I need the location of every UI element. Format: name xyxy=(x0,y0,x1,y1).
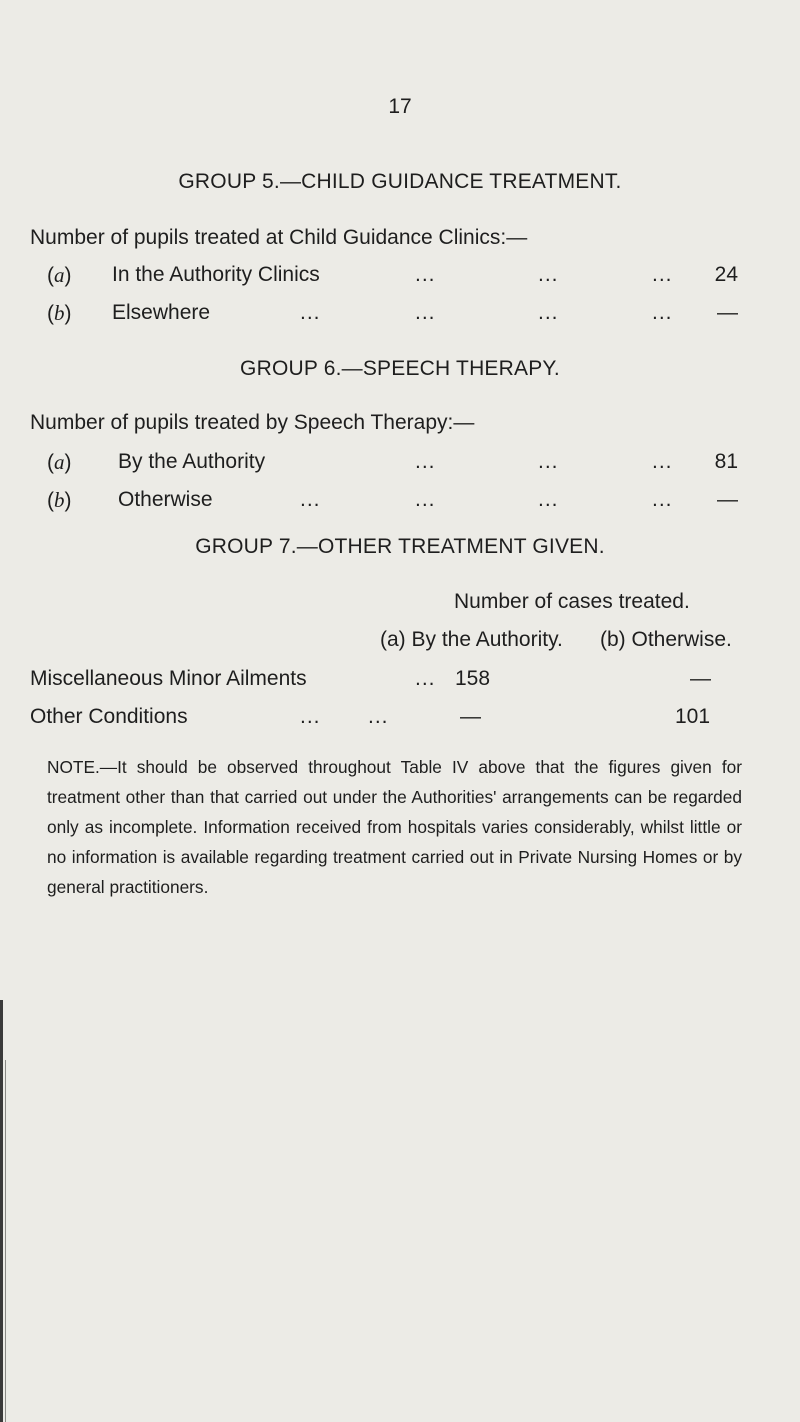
leader-dots: ... xyxy=(538,488,559,511)
row-value: — xyxy=(717,488,738,511)
group7-col-a: (a) By the Authority. xyxy=(380,628,563,651)
row-value: 24 xyxy=(714,263,738,286)
group6-heading: GROUP 6.—SPEECH THERAPY. xyxy=(240,357,560,380)
leader-dots: ... xyxy=(415,301,436,324)
leader-dots: ... xyxy=(415,667,436,690)
group7-column-header: Number of cases treated. xyxy=(454,590,690,613)
row-label: In the Authority Clinics xyxy=(112,263,320,286)
scan-edge-shadow xyxy=(0,1000,3,1422)
row-label: Other Conditions xyxy=(30,705,188,728)
leader-dots: ... xyxy=(415,263,436,286)
note-paragraph: NOTE.—It should be observed throughout Table IV above that the figures given for treatment other than that carried out under the Authorities' arrangements can be regarded only as incomplete. Information received from hospitals varies considerably, whilst little or no information is available regarding treatment carried out in Private Nursing Homes or by general practitioners. xyxy=(47,757,742,897)
group7-col-b: (b) Otherwise. xyxy=(600,628,732,651)
row-marker: (b) xyxy=(47,301,72,325)
row-value: — xyxy=(717,301,738,324)
leader-dots: ... xyxy=(652,301,673,324)
row-label: Elsewhere xyxy=(112,301,211,324)
group5-heading: GROUP 5.—CHILD GUIDANCE TREATMENT. xyxy=(178,170,622,193)
value-a: — xyxy=(460,705,481,728)
leader-dots: ... xyxy=(415,488,436,511)
leader-dots: ... xyxy=(300,705,321,728)
row-label: Miscellaneous Minor Ailments xyxy=(30,667,307,690)
leader-dots: ... xyxy=(652,263,673,286)
group7-heading: GROUP 7.—OTHER TREATMENT GIVEN. xyxy=(195,535,605,558)
leader-dots: ... xyxy=(300,488,321,511)
row-label: By the Authority xyxy=(118,450,266,473)
leader-dots: ... xyxy=(415,450,436,473)
row-marker: (a) xyxy=(47,450,72,474)
leader-dots: ... xyxy=(538,301,559,324)
group5-intro: Number of pupils treated at Child Guidance Clinics:— xyxy=(30,226,528,249)
page-number: 17 xyxy=(388,95,412,118)
row-label: Otherwise xyxy=(118,488,213,511)
row-value: 81 xyxy=(714,450,738,473)
group6-intro: Number of pupils treated by Speech Therapy:— xyxy=(30,411,475,434)
leader-dots: ... xyxy=(538,450,559,473)
scan-edge-line xyxy=(5,1060,6,1422)
row-marker: (b) xyxy=(47,488,72,512)
row-marker: (a) xyxy=(47,263,72,287)
leader-dots: ... xyxy=(538,263,559,286)
leader-dots: ... xyxy=(652,450,673,473)
value-a: 158 xyxy=(455,667,491,690)
leader-dots: ... xyxy=(300,301,321,324)
leader-dots: ... xyxy=(368,705,389,728)
value-b: 101 xyxy=(675,705,711,728)
value-b: — xyxy=(690,667,711,690)
leader-dots: ... xyxy=(652,488,673,511)
